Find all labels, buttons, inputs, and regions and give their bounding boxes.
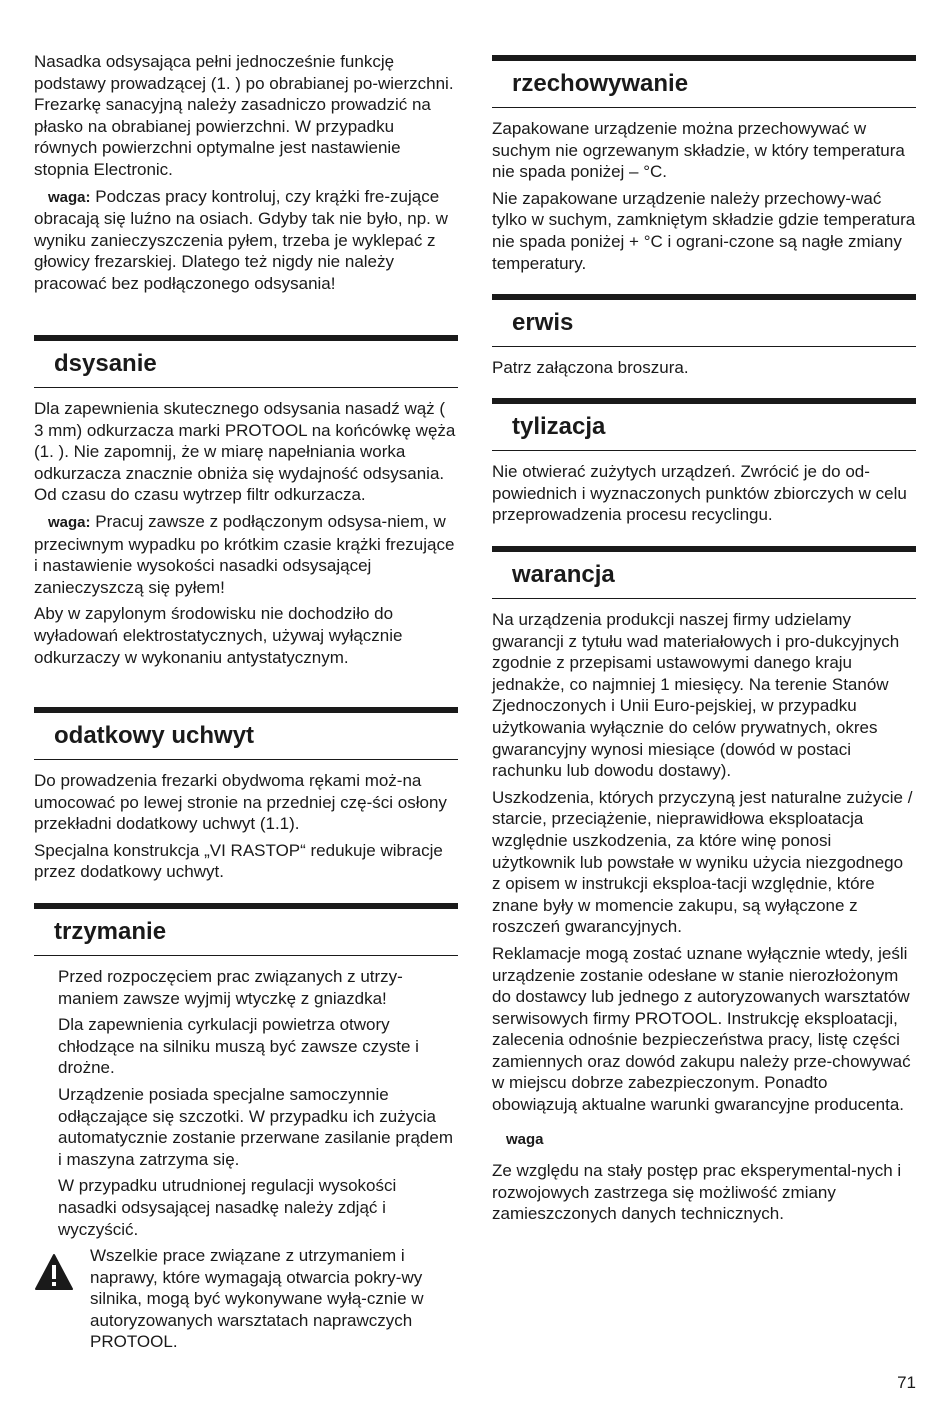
note-label: waga <box>506 1130 544 1148</box>
section-title: odatkowy uchwyt <box>54 722 255 749</box>
section-body-utrzymanie <box>58 966 458 1240</box>
list-item: Dla zapewnienia cyrkulacji powietrza otwory chłodzące na silniku muszą być zawsze czyste i drożne. <box>58 1015 419 1078</box>
note-paragraph <box>34 511 458 598</box>
section-title: dsysanie <box>54 350 157 377</box>
section-header-odsysanie <box>34 335 458 388</box>
paragraph: Do prowadzenia frezarki obydwoma rękami moż-na umocować po lewej stronie na przedniej czę-ści osłony przekładni dodatkowy uchwyt (1.1). <box>34 771 447 834</box>
section-title: trzymanie <box>54 918 167 945</box>
paragraph: Specjalna konstrukcja „VI RASTOP“ redukuje wibracje przez dodatkowy uchwyt. <box>34 840 443 882</box>
section-header-gwarancja <box>492 546 916 599</box>
paragraph: Patrz załączona broszura. <box>492 358 689 377</box>
section-body-uchwyt <box>34 770 458 883</box>
section-body-odsysanie <box>34 398 458 668</box>
page-number: 71 <box>897 1373 916 1392</box>
section-header-przechowywanie <box>492 55 916 108</box>
section-header-utrzymanie <box>34 903 458 956</box>
intro-note <box>34 186 458 295</box>
paragraph: Ze względu na stały postęp prac eksperymental-nych i rozwojowych zastrzega się możliwość zmiany zamieszczonych danych technicznych. <box>492 1161 902 1224</box>
section-body-gwarancja <box>492 609 916 1225</box>
paragraph: Na urządzenia produkcji naszej firmy udzielamy gwarancji z tytułu wad materiałowych i pro-dukcyjnych zgodnie z przepisami ustawowymi danego kraju jednakże, co najmniej 1 miesięcy. Na terenie Stanów Zjednoczonych i Unii Euro-pejskiej, w przypadku użytkowania wyłącznie do celów prywatnych, okres gwarancyjny wynosi miesiące (dowód w postaci rachunku lub dowodu dostawy). <box>492 610 900 781</box>
paragraph: Aby w zapylonym środowisku nie dochodziło do wyładowań elektrostatycznych, używaj wyłącznie odkurzaczy w wykonaniu antystatycznym. <box>34 604 403 667</box>
section-header-utylizacja <box>492 398 916 451</box>
section-title: warancja <box>512 561 615 588</box>
section-header-serwis <box>492 294 916 347</box>
warning-block <box>90 1245 458 1353</box>
section-title: rzechowywanie <box>512 70 689 97</box>
paragraph: Reklamacje mogą zostać uznane wyłącznie wtedy, jeśli urządzenie zostanie odesłane w stanie nierozłożonym do dostawcy lub jednego z autoryzowanych warsztatów serwisowych firmy PROTOOL. Instrukcję eksploatacji, zalecenia odnośnie bezpieczeństwa pracy, listę części zamiennych oraz dowód zakupu należy prze-chowywać w miejscu dobrze zabezpieczonym. Ponadto obowiązują aktualne warunki gwarancyjne producenta. <box>492 943 911 1115</box>
list-item: W przypadku utrudnionej regulacji wysokości nasadki odsysającej nasadkę należy zdjąć i wyczyścić. <box>58 1176 397 1239</box>
warning-text: Wszelkie prace związane z utrzymaniem i naprawy, które wymagają otwarcia pokry-wy silnika, mogą być wykonywane wyłą-cznie w autoryzowanych warsztatach naprawczych PROTOOL. <box>90 1246 424 1352</box>
section-header-uchwyt <box>34 707 458 760</box>
note-text: Podczas pracy kontroluj, czy krążki fre-zujące obracają się luźno na osiach. Gdyby tak nie było, np. w wyniku zanieczyszczenia pyłem, trzeba je wyklepać z głowicy frezarskiej. Dlatego też nigdy nie należy pracować bez podłączonego odsysania! <box>34 186 448 293</box>
section-body-serwis <box>492 357 916 379</box>
paragraph: Dla zapewnienia skutecznego odsysania nasadź wąż ( 3 mm) odkurzacza marki PROTOOL na końcówkę węża (1. ). Nie zapomnij, że w miarę napełniania worka odkurzacza znacznie obniża się wydajność odsysania. Od czasu do czasu wytrzep filtr odkurzacza. <box>34 399 456 505</box>
list-item: Urządzenie posiada specjalne samoczynnie odłączające się szczotki. W przypadku ich zużycia automatycznie zostanie przerwane zasilanie prądem i maszyna zatrzyma się. <box>58 1084 453 1169</box>
paragraph: Nie zapakowane urządzenie należy przechowy-wać tylko w suchym, zamkniętym składzie gdzie temperatura nie spada poniżej + °C i ograni-czone są nagłe zmiany temperatury. <box>492 188 916 273</box>
paragraph: Zapakowane urządzenie można przechowywać w suchym nie ogrzewanym składzie, w który temperatura nie spada poniżej – °C. <box>492 119 905 182</box>
intro-block <box>34 51 458 295</box>
note-heading <box>492 1128 916 1151</box>
section-title: erwis <box>512 309 574 336</box>
section-body-utylizacja <box>492 461 916 526</box>
note-text: Pracuj zawsze z podłączonym odsysa-niem, w przeciwnym wypadku po krótkim czasie krążki frezujące i nastawienie wysokości nasadki odsysającej zanieczyszczą się pyłem! <box>34 511 455 597</box>
section-title: tylizacja <box>512 413 606 440</box>
paragraph: Uszkodzenia, których przyczyną jest naturalne zużycie / starcie, przeciążenie, nieprawidłowa eksploatacja względnie uszkodzenia, za które winę ponosi użytkownik lub powstałe w wyniku użycia niezgodnego z opisem w instrukcji eksploa-tacji względnie, które znane były w momencie zakupu, są wyłączone z roszczeń gwarancyjnych. <box>492 787 913 937</box>
paragraph: Nie otwierać zużytych urządzeń. Zwrócić je do od-powiednich i wyznaczonych punktów zbiorczych w celu przeprowadzenia procesu recyclingu. <box>492 462 907 525</box>
warning-icon <box>34 1253 74 1291</box>
intro-paragraph: Nasadka odsysająca pełni jednocześnie funkcję podstawy prowadzącej (1. ) po obrabianej po-wierzchni. Frezarkę sanacyjną należy zasadniczo prowadzić na płasko na obrabianej powierzchni. W przypadku równych powierzchni optymalne jest nastawienie stopnia Electronic. <box>34 52 454 179</box>
section-body-przechowywanie <box>492 118 916 274</box>
note-label: waga: <box>48 513 91 531</box>
list-item: Przed rozpoczęciem prac związanych z utrzy-maniem zawsze wyjmij wtyczkę z gniazdka! <box>58 967 403 1008</box>
note-label: waga: <box>48 188 91 206</box>
